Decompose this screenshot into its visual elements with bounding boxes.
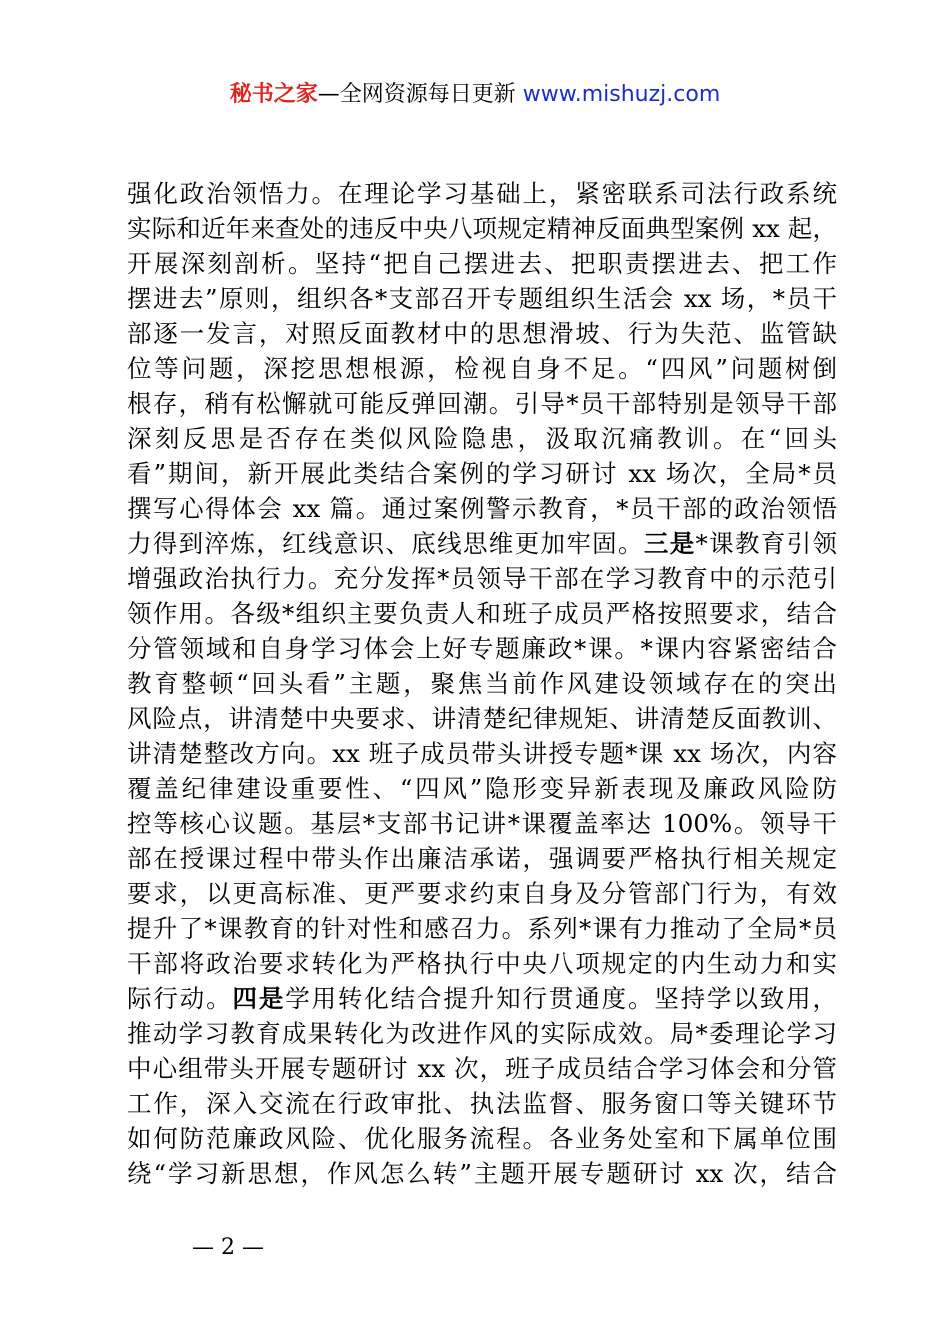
site-brand: 秘书之家 [229,82,318,107]
site-tagline: —全网资源每日更新 [317,82,523,107]
page-number: — 2 — [192,1235,264,1260]
text-line: 要求，以更高标准、更严要求约束自身及分管部门行为，有效 [127,879,837,908]
text-segment: 学用转化结合提升知行贯通度。坚持学以致用， [285,984,838,1013]
text-line: 提升了*课教育的针对性和感召力。系列*课有力推动了全局*员 [127,914,837,943]
text-line: 分管领域和自身学习体会上好专题廉政*课。*课内容紧密结合 [127,634,837,663]
text-line: 深刻反思是否存在类似风险隐患，汲取沉痛教训。在“回头 [127,424,837,453]
text-line: 中心组带头开展专题研讨 xx 次，班子成员结合学习体会和分管 [127,1054,837,1083]
site-url: www.mishuzj.com [522,82,721,107]
text-line: 部逐一发言，对照反面教材中的思想滑坡、行为失范、监管缺 [127,319,837,348]
text-line: 看”期间，新开展此类结合案例的学习研讨 xx 场次，全局*员 [127,459,837,488]
text-line: 如何防范廉政风险、优化服务流程。各业务处室和下属单位围 [127,1124,837,1153]
text-line: 实际和近年来查处的违反中央八项规定精神反面典型案例 xx 起， [127,214,837,243]
text-line: 开展深刻剖析。坚持“把自己摆进去、把职责摆进去、把工作 [127,249,837,278]
text-line: 绕“学习新思想，作风怎么转”主题开展专题研讨 xx 次，结合 [127,1159,837,1188]
text-line: 领作用。各级*组织主要负责人和班子成员严格按照要求，结合 [127,599,837,628]
text-line: 推动学习教育成果转化为改进作风的实际成效。局*委理论学习 [127,1019,837,1048]
text-line: 部在授课过程中带头作出廉洁承诺，强调要严格执行相关规定 [127,844,837,873]
text-line: 讲清楚整改方向。xx 班子成员带头讲授专题*课 xx 场次，内容 [127,739,837,768]
text-line: 增强政治执行力。充分发挥*员领导干部在学习教育中的示范引 [127,564,837,593]
text-line: 工作，深入交流在行政审批、执法监督、服务窗口等关键环节 [127,1089,837,1118]
text-segment: 际行动。 [127,984,233,1013]
document-body [127,176,837,1191]
text-line: 风险点，讲清楚中央要求、讲清楚纪律规矩、讲清楚反面教训、 [127,704,837,733]
site-header [0,80,950,110]
text-line-with-heading [127,981,837,1016]
text-line: 控等核心议题。基层*支部书记讲*课覆盖率达 100%。领导干 [127,809,837,838]
text-line: 干部将政治要求转化为严格执行中央八项规定的内生动力和实 [127,949,837,978]
text-line: 教育整顿“回头看”主题，聚焦当前作风建设领域存在的突出 [127,669,837,698]
text-segment: 力得到淬炼，红线意识、底线思维更加牢固。 [127,529,644,558]
text-segment: *课教育引领 [695,529,838,558]
section-marker-four: 四是 [232,984,286,1013]
text-line: 撰写心得体会 xx 篇。通过案例警示教育，*员干部的政治领悟 [127,494,837,523]
text-line: 强化政治领悟力。在理论学习基础上，紧密联系司法行政系统 [127,179,837,208]
text-line-with-heading [127,526,837,561]
text-line: 覆盖纪律建设重要性、“四风”隐形变异新表现及廉政风险防 [127,774,837,803]
text-line: 根存，稍有松懈就可能反弹回潮。引导*员干部特别是领导干部 [127,389,837,418]
text-line: 摆进去”原则，组织各*支部召开专题组织生活会 xx 场，*员干 [127,284,837,313]
section-marker-three: 三是 [643,529,696,558]
text-line: 位等问题，深挖思想根源，检视自身不足。“四风”问题树倒 [127,354,837,383]
